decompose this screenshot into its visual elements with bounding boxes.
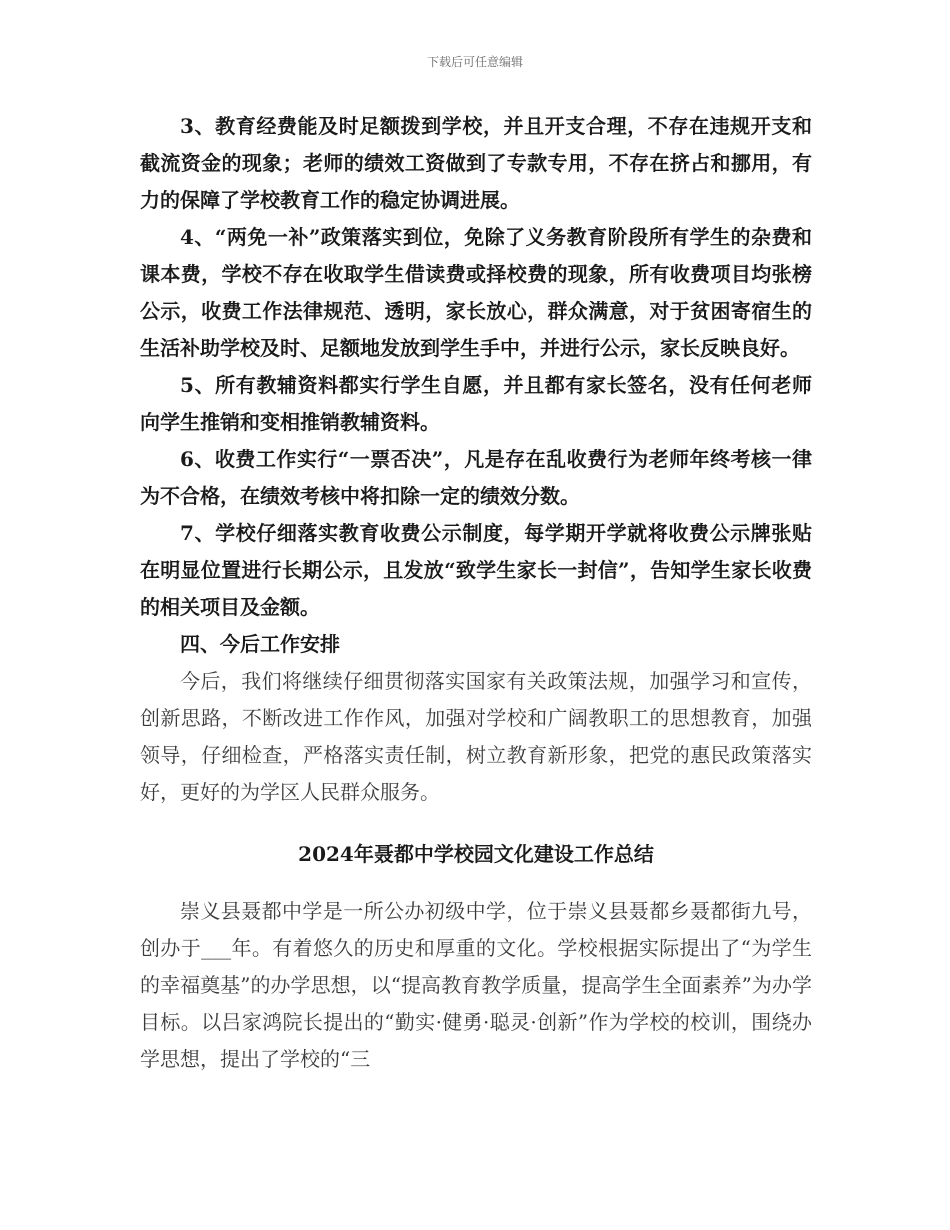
page-header-note: 下载后可任意编辑 <box>426 55 523 69</box>
paragraph-item-6: 6、收费工作实行“一票否决”，凡是存在乱收费行为老师年终考核一律为不合格，在绩效考核中将扣除一定的绩效分数。 <box>140 447 812 508</box>
paragraph-item-5: 5、所有教辅资料都实行学生自愿，并且都有家长签名，没有任何老师向学生推销和变相推销教辅资料。 <box>140 373 812 434</box>
paragraph-item-3: 3、教育经费能及时足额拨到学校，并且开支合理，不存在违规开支和截流资金的现象；老师的绩效工资做到了专款专用，不存在挤占和挪用，有力的保障了学校教育工作的稳定协调进展。 <box>140 114 812 212</box>
section-heading-future-plan: 四、今后工作安排 <box>180 632 340 656</box>
document-body <box>140 108 812 1078</box>
paragraph-item-4: 4、“两免一补”政策落实到位，免除了义务教育阶段所有学生的杂费和课本费，学校不存在收取学生借读费或择校费的现象，所有收费项目均张榜公示，收费工作法律规范、透明，家长放心，群众满意，对于贫困寄宿生的生活补助学校及时、足额地发放到学生手中，并进行公示，家长反映良好。 <box>140 225 812 360</box>
document-title: 2024年聂都中学校园文化建设工作总结 <box>298 842 654 866</box>
paragraph-item-7: 7、学校仔细落实教育收费公示制度，每学期开学就将收费公示牌张贴在明显位置进行长期公示，且发放“致学生家长一封信”，告知学生家长收费的相关项目及金额。 <box>140 521 812 619</box>
paragraph-school-intro: 崇义县聂都中学是一所公办初级中学，位于崇义县聂都乡聂都街九号，创办于___年。有着悠久的历史和厚重的文化。学校根据实际提出了“为学生的幸福奠基”的办学思想，以“提高教育教学质量，提高学生全面素养”为办学目标。以吕家鸿院长提出的“勤实·健勇·聪灵·创新”作为学校的校训，围绕办学思想，提出了学校的“三 <box>140 899 812 1071</box>
paragraph-future-plan: 今后，我们将继续仔细贯彻落实国家有关政策法规，加强学习和宣传，创新思路，不断改进工作作风，加强对学校和广阔教职工的思想教育，加强领导，仔细检查，严格落实责任制，树立教育新形象，把党的惠民政策落实好，更好的为学区人民群众服务。 <box>140 669 812 804</box>
